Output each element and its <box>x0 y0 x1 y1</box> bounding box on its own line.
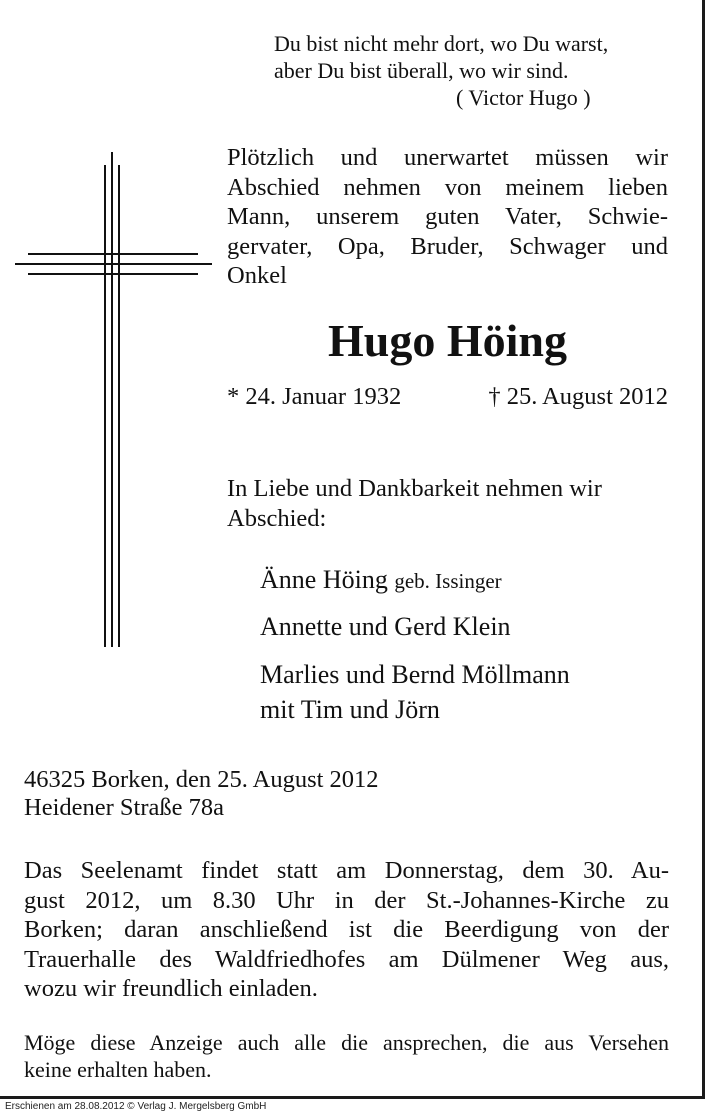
family-member <box>260 565 502 596</box>
family-member: Annette und Gerd Klein <box>260 612 511 641</box>
thanks-line-1: In Liebe und Dankbarkeit nehmen wir <box>227 475 602 502</box>
motto-line-1: Du bist nicht mehr dort, wo Du warst, <box>274 31 609 56</box>
intro-line: Plötzlich und unerwartet müssen wir <box>227 144 668 171</box>
address-line-1: 46325 Borken, den 25. August 2012 <box>24 766 379 793</box>
service-line: Borken; daran anschließend ist die Beerdigung von der <box>24 916 669 943</box>
service-line: wozu wir freundlich einladen. <box>24 975 318 1002</box>
closing-note <box>24 1029 669 1083</box>
thanks-line-2: Abschied: <box>227 505 327 532</box>
address-line-2: Heidener Straße 78a <box>24 794 224 821</box>
motto-line-2: aber Du bist überall, wo wir sind. <box>274 58 569 83</box>
death-date: † 25. August 2012 <box>488 383 668 410</box>
service-line: Das Seelenamt findet statt am Donnerstag, dem 30. Au- <box>24 857 669 884</box>
family-member-name: Änne Höing <box>260 565 388 594</box>
service-line: gust 2012, um 8.30 Uhr in der St.-Johannes-Kirche zu <box>24 886 669 914</box>
family-member: Marlies und Bernd Möllmann <box>260 660 570 689</box>
intro-line: Mann, unserem guten Vater, Schwie- <box>227 203 668 230</box>
address-block <box>24 766 664 822</box>
maiden-name-note: geb. Issinger <box>394 569 502 593</box>
family-member-children: mit Tim und Jörn <box>260 695 440 724</box>
service-line: Trauerhalle des Waldfriedhofes am Dülmener Weg aus, <box>24 945 669 973</box>
intro-text <box>227 143 668 291</box>
thanks-text <box>227 474 668 534</box>
note-line: Möge diese Anzeige auch alle die ansprechen, die aus Versehen <box>24 1030 669 1055</box>
publisher-footer: Erschienen am 28.08.2012 © Verlag J. Mergelsberg GmbH <box>5 1101 267 1112</box>
cross-icon <box>0 0 230 660</box>
service-info <box>24 856 669 1004</box>
life-dates <box>227 382 668 412</box>
intro-line: Abschied nehmen von meinem lieben <box>227 173 668 201</box>
motto-author: ( Victor Hugo ) <box>456 85 591 110</box>
deceased-name: Hugo Höing <box>327 315 567 366</box>
note-line: keine erhalten haben. <box>24 1057 212 1082</box>
intro-line: gervater, Opa, Bruder, Schwager und <box>227 232 668 260</box>
birth-date: * 24. Januar 1932 <box>227 383 402 410</box>
motto-quote <box>274 30 674 111</box>
intro-line: Onkel <box>227 262 287 289</box>
